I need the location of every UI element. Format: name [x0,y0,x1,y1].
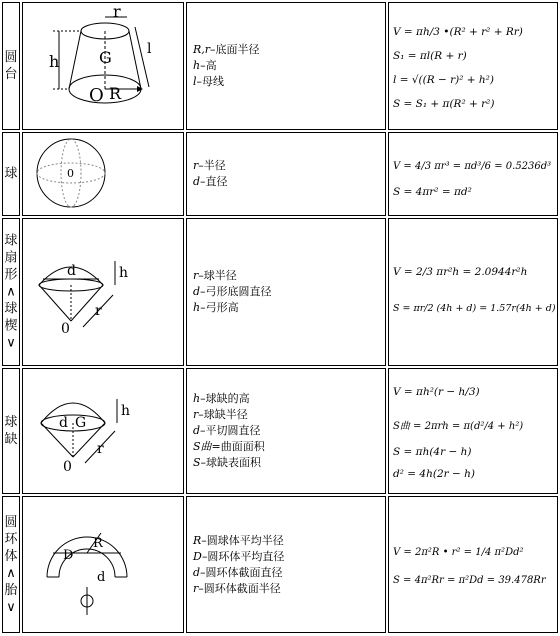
shape-name: 圆 台 [4,50,18,82]
formula: S = 4π²Rr = π²Dd = 39.478Rr [393,575,546,586]
shape-name-cell [2,218,20,366]
variable-item: S曲=曲面面积 [193,440,265,453]
formula-list [389,219,557,365]
frustum-label-r: r [113,3,121,21]
cap-figure [23,369,183,493]
formula: V = 4/3 πr³ = πd³/6 = 0.5236d³ [393,161,552,172]
formula-cell [388,132,558,216]
table-row-spherical-cap [0,368,560,494]
formula-list [389,133,557,215]
variable-list [193,533,284,597]
variable-item: S–球缺表面积 [193,456,262,469]
frustum-label-h: h [49,52,60,71]
variables-cell [186,132,386,216]
formula: S = S₁ + π(R² + r²) [393,98,495,110]
formula: S = πh(4r − h) [393,446,472,458]
formula-cell [388,218,558,366]
figure-cell [22,496,184,633]
formula: S曲 = 2πrh = π(d²/4 + h²) [393,421,524,432]
frustum-figure [23,3,183,129]
variables-cell [186,496,386,633]
sphere-label-O: 0 [67,167,74,180]
sector-label-h: h [119,265,129,281]
sector-label-O: 0 [61,321,70,337]
variable-item: d–圆环体截面直径 [193,565,283,579]
torus-figure [23,497,183,632]
shape-name: 球 缺 [4,415,18,447]
formula: l = √((R − r)² + h²) [393,74,494,86]
variable-item: r–半径 [193,159,226,172]
variable-item: R–圆球体平均半径 [193,533,284,547]
frustum-label-R: R [109,84,122,103]
table-row-frustum [0,2,560,130]
variable-item: h–弓形高 [193,301,239,314]
variable-list [193,391,265,471]
torus-label-R: R [93,536,103,551]
formula: S₁ = πl(R + r) [393,50,467,62]
frustum-label-G: G [99,48,112,67]
torus-label-D: D [63,548,74,563]
variable-item: d–平切圆直径 [193,424,261,437]
formula-list [389,3,557,129]
formula: S = πr/2 (4h + d) = 1.57r(4h + d) [393,303,556,314]
variable-item: l–母线 [193,75,225,88]
variable-item: h–高 [193,59,217,72]
shape-name-cell [2,2,20,130]
cap-label-d: d [59,415,68,431]
variables-cell [186,368,386,494]
table-row-spherical-sector [0,218,560,366]
figure-cell [22,368,184,494]
sphere-figure [23,133,183,215]
shape-name: 球 扇 形 ∧ 球 楔 ∨ [4,233,18,351]
variable-item: D–圆环体平均直径 [193,549,285,563]
torus-outer-arc [47,537,127,577]
shape-name-cell [2,496,20,633]
formula: V = 2π²R • r² = 1/4 π²Dd² [393,547,524,558]
cap-label-O: 0 [63,459,72,475]
shape-name: 圆 环 体 ∧ 胎 ∨ [4,514,18,615]
variables-cell [186,2,386,130]
torus-label-d: d [97,570,106,585]
sector-label-d: d [67,263,76,279]
sector-figure [23,219,183,365]
figure-cell [22,2,184,130]
formula-cell [388,496,558,633]
variable-item: r–球半径 [193,269,237,282]
table-row-torus [0,496,560,633]
variable-item: d–直径 [193,175,228,188]
formula-list [389,369,557,493]
variable-item: r–球缺半径 [193,408,248,421]
cap-label-r: r [97,441,104,457]
cap-arc [41,403,105,423]
figure-cell [22,132,184,216]
formula: V = πh²(r − h/3) [393,386,480,398]
variable-item: h–球缺的高 [193,392,250,405]
variables-cell [186,218,386,366]
formula: V = 2/3 πr²h = 2.0944r²h [393,266,528,278]
variable-item: d–弓形底圆直径 [193,285,272,298]
formula-cell [388,368,558,494]
formula: V = πh/3 •(R² + r² + Rr) [393,26,523,38]
variable-list [193,42,260,90]
shape-name-cell [2,368,20,494]
variable-list [193,158,228,190]
sector-label-r: r [95,303,102,319]
formula: S = 4πr² = πd² [393,186,472,198]
formula-list [389,497,557,632]
variable-item: R,r–底面半径 [193,43,260,56]
cap-label-h: h [121,403,131,419]
shape-name: 球 [4,166,18,182]
figure-cell [22,218,184,366]
formula-cell [388,2,558,130]
frustum-label-O: O [89,85,104,106]
cap-label-G: G [75,415,87,431]
frustum-label-l: l [147,41,152,57]
variable-list [193,268,272,316]
shape-name-cell [2,132,20,216]
formula: d² = 4h(2r − h) [393,468,475,480]
table-row-sphere [0,132,560,216]
variable-item: r–圆环体截面半径 [193,581,281,595]
